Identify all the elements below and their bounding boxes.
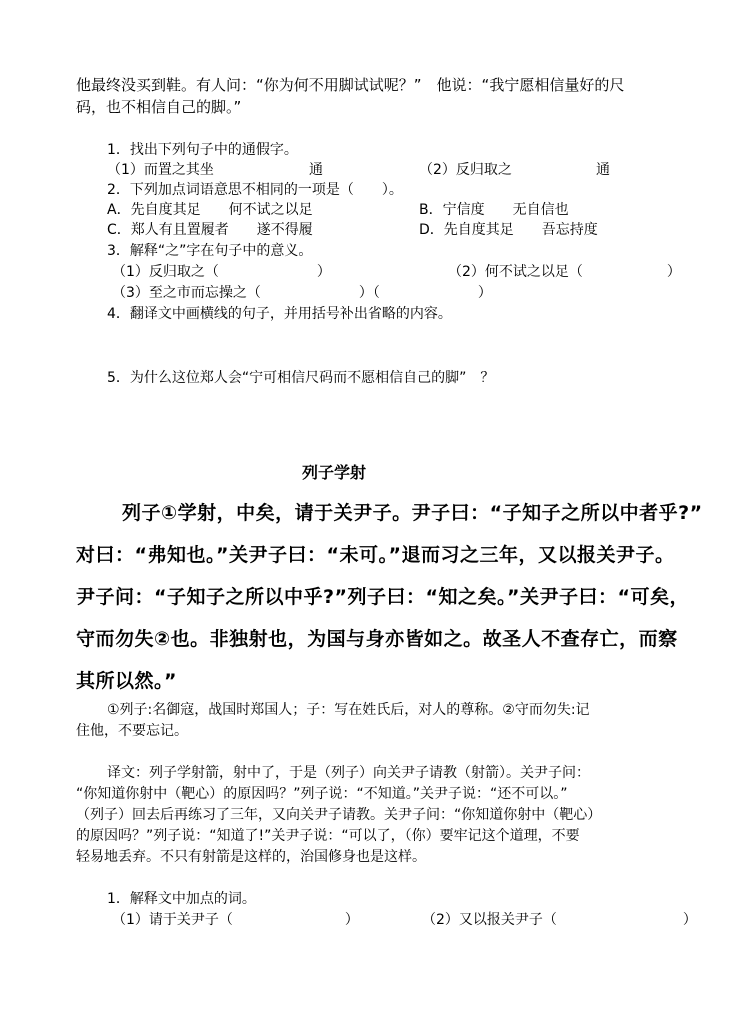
question-2-option-b: B．宁信度 无自信也 (419, 202, 569, 218)
story1-line-1: 他最终没买到鞋。有人问：“你为何不用脚试试呢？” 他说：“我宁愿相信量好的尺 (76, 76, 625, 94)
story2-paragraph-line-3: 尹子问：“子知子之所以中乎?”列子曰：“知之矣。”关尹子曰：“可矣， (76, 586, 689, 608)
question-2-option-d: D．先自度其足 吾忘持度 (419, 222, 598, 238)
question-1-part-2-tong: 通 (596, 162, 610, 178)
story2-question-1-part-2: （2）又以报关尹子（ ） (422, 912, 697, 928)
story2-translation-line-3: （列子）回去后再练习了三年，又向关尹子请教。关尹子问：“你知道你射中（靶心） (76, 807, 602, 823)
question-3-part-3: （3）至之市而忘操之（ ）（ ） (112, 285, 492, 301)
story2-note-line-2: 住他，不要忘记。 (76, 723, 188, 739)
story2-paragraph-line-2: 对曰：“弗知也。”关尹子曰：“未可。”退而习之三年，又以报关尹子。 (76, 544, 675, 566)
question-4: 4．翻译文中画横线的句子，并用括号补出省略的内容。 (107, 306, 452, 322)
story2-translation-line-1: 译文：列子学射箭，射中了，于是（列子）向关尹子请教（射箭）。关尹子问： (107, 765, 590, 781)
story2-paragraph-line-1: 列子①学射，中矣，请于关尹子。尹子曰：“子知子之所以中者乎?” (122, 502, 703, 524)
question-5: 5．为什么这位郑人会“宁可相信尺码而不愿相信自己的脚” ？ (107, 370, 495, 386)
story2-question-1: 1．解释文中加点的词。 (107, 891, 256, 907)
question-1-part-1: （1）而置之其坐 (107, 162, 214, 178)
story1-line-2: 码，也不相信自己的脚。” (76, 98, 242, 116)
story2-paragraph-line-4: 守而勿失②也。非独射也，为国与身亦皆如之。故圣人不查存亡，而察 (76, 628, 678, 650)
question-1-part-1-tong: 通 (309, 162, 323, 178)
story2-note-line-1: ①列子:名御寇，战国时郑国人；子：写在姓氏后，对人的尊称。②守而勿失:记 (107, 702, 590, 718)
story2-translation-line-2: “你知道你射中（靶心）的原因吗？”列子说：“不知道。”关尹子说：“还不可以。” (76, 786, 568, 802)
question-3-part-1: （1）反归取之（ ） (112, 264, 331, 280)
question-2-option-a: A．先自度其足 何不试之以足 (107, 202, 313, 218)
story2-question-1-part-1: （1）请于关尹子（ ） (112, 912, 359, 928)
question-2: 2．下列加点词语意思不相同的一项是（ ）。 (107, 182, 403, 198)
question-3: 3．解释“之”字在句子中的意义。 (107, 243, 313, 259)
story2-translation-line-5: 轻易地丢弃。不只有射箭是这样的，治国修身也是这样。 (76, 849, 426, 865)
question-3-part-2: （2）何不试之以足（ ） (448, 264, 681, 280)
question-1-part-2: （2）反归取之 (419, 162, 512, 178)
story2-translation-line-4: 的原因吗？”列子说：“知道了!”关尹子说：“可以了，（你）要牢记这个道理，不要 (76, 828, 580, 844)
story2-paragraph-line-5: 其所以然。” (76, 670, 177, 692)
question-2-option-c: C．郑人有且置履者 遂不得履 (107, 222, 313, 238)
story2-title: 列子学射 (302, 463, 367, 482)
question-1: 1．找出下列句子中的通假字。 (107, 142, 298, 158)
